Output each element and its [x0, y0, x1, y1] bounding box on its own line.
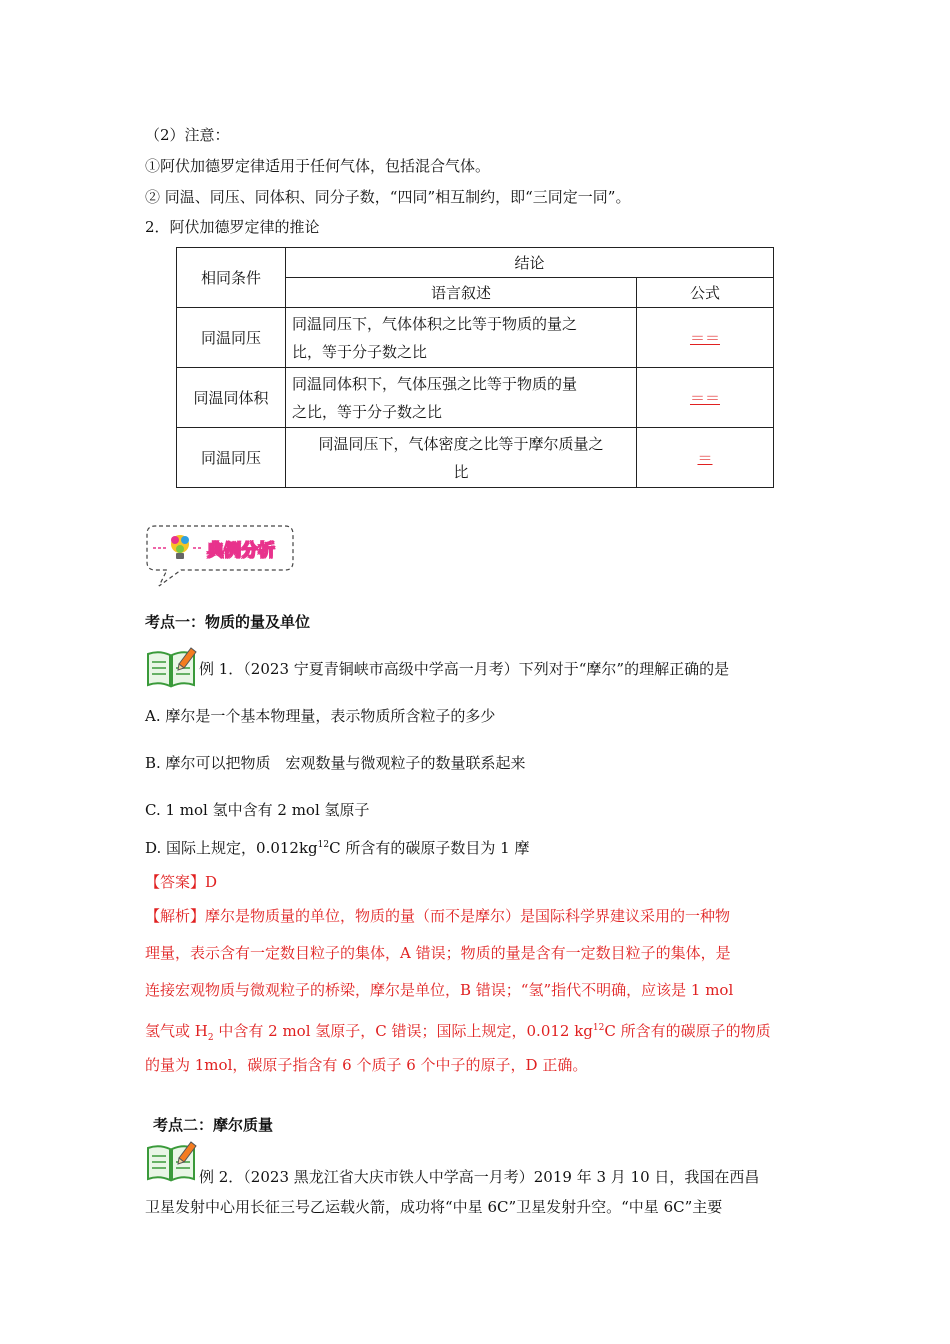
- header-condition: 相同条件: [177, 248, 286, 308]
- row-condition: 同温同压: [177, 308, 286, 368]
- book-pencil-icon: [145, 1140, 197, 1182]
- avogadro-inference-table: [176, 247, 774, 488]
- example-analysis-badge: [145, 524, 295, 588]
- analysis-line: 【解析】摩尔是物质量的单位，物质的量（而不是摩尔）是国际科学界建议采用的一种物: [145, 907, 731, 925]
- row-statement: 同温同体积下，气体压强之比等于物质的量 之比，等于分子数之比: [286, 368, 637, 428]
- table-row: [177, 368, 774, 428]
- option-a: A. 摩尔是一个基本物理量，表示物质所含粒子的多少: [145, 707, 496, 725]
- row-condition: 同温同体积: [177, 368, 286, 428]
- example-1-question: 例 1．（2023 宁夏青铜峡市高级中学高一月考）下列对于“摩尔”的理解正确的是: [199, 660, 730, 678]
- analysis-line: 的量为 1mol，碳原子指含有 6 个质子 6 个中子的原子，D 正确。: [145, 1056, 588, 1074]
- analysis-line: 氢气或 $H_2$ 中含有 2 mol 氢原子，C 错误；国际上规定，0.012 $kg^{12}C$ 所含有的碳原子的物质: [145, 1022, 771, 1043]
- header-formula: 公式: [637, 278, 774, 308]
- point2-title: 考点二：摩尔质量: [153, 1116, 274, 1134]
- note-heading: （2）注意：: [145, 126, 230, 144]
- example-2-question: 例 2．（2023 黑龙江省大庆市铁人中学高一月考）2019 年 3 月 10 日，我国在西昌: [199, 1168, 760, 1186]
- option-d: D. 国际上规定，$0.012kg^{12}C$ 所含有的碳原子数目为 1 摩: [145, 839, 530, 857]
- analysis-line: 连接宏观物质与微观粒子的桥梁，摩尔是单位，B 错误；“氢”指代不明确，应该是 1 mol: [145, 981, 734, 999]
- table-row: [177, 308, 774, 368]
- example-2-question-cont: 卫星发射中心用长征三号乙运载火箭，成功将“中星 6C”卫星发射升空。“中星 6C”主要: [145, 1198, 723, 1216]
- row-formula: ＝: [637, 428, 774, 488]
- row-formula: ＝＝: [637, 368, 774, 428]
- note-item-1: ①阿伏加德罗定律适用于任何气体，包括混合气体。: [145, 157, 491, 175]
- table-row: [177, 428, 774, 488]
- answer-line: 【答案】D: [145, 873, 218, 891]
- section-heading: 2．阿伏加德罗定律的推论: [145, 218, 320, 236]
- analysis-line: 理量，表示含有一定数目粒子的集体，A 错误；物质的量是含有一定数目粒子的集体，是: [145, 944, 731, 962]
- badge-label: 典例分析: [207, 541, 275, 561]
- row-statement: 同温同压下，气体体积之比等于物质的量之 比，等于分子数之比: [286, 308, 637, 368]
- option-c: C. 1 mol 氢中含有 2 mol 氢原子: [145, 801, 370, 819]
- book-pencil-icon: [145, 646, 197, 688]
- header-conclusion: 结论: [286, 248, 774, 278]
- row-statement: 同温同压下，气体密度之比等于摩尔质量之 比: [286, 428, 637, 488]
- row-condition: 同温同压: [177, 428, 286, 488]
- point1-title: 考点一：物质的量及单位: [145, 613, 311, 631]
- option-b: B. 摩尔可以把物质 宏观数量与微观粒子的数量联系起来: [145, 754, 526, 772]
- row-formula: ＝＝: [637, 308, 774, 368]
- note-item-2: ② 同温、同压、同体积、同分子数，“四同”相互制约，即“三同定一同”。: [145, 188, 631, 206]
- header-statement: 语言叙述: [286, 278, 637, 308]
